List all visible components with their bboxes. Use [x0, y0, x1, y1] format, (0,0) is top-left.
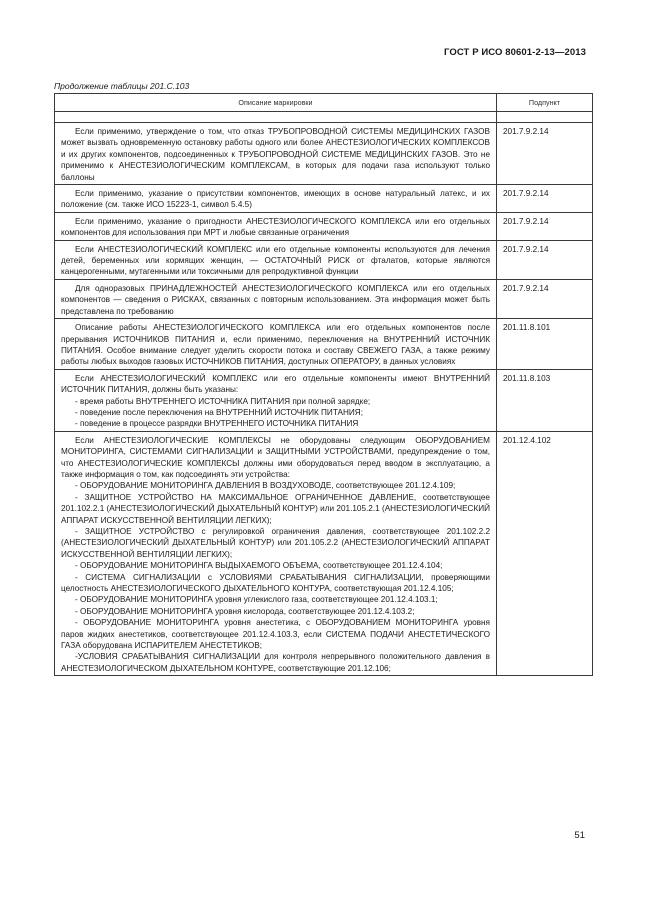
list-item: - ОБОРУДОВАНИЕ МОНИТОРИНГА уровня кислорода, соответствующее 201.12.4.103.2; [75, 606, 415, 616]
row-description [55, 431, 497, 676]
table-row [55, 369, 593, 431]
row-description [55, 240, 497, 279]
column-header-subclause: Подпункт [497, 94, 593, 112]
row-text: Для одноразовых ПРИНАДЛЕЖНОСТЕЙ АНЕСТЕЗИОЛОГИЧЕСКОГО КОМПЛЕКСА или его отдельных компонентов — сведения о РИСКАХ, связанных с повторным использованием. Эта информация может быть представлена по требованию [61, 283, 490, 316]
list-item: - ЗАЩИТНОЕ УСТРОЙСТВО НА МАКСИМАЛЬНОЕ ОГРАНИЧЕННОЕ ДАВЛЕНИЕ, соответствующее 201.102.2.1 (АНЕСТЕЗИОЛОГИЧЕСКИЙ ДЫХАТЕЛЬНЫЙ КОНТУР) или 201.105.2.1 (АНЕСТЕЗИОЛОГИЧЕСКИЙ АППАРАТ ИСКУССТВЕННОЙ ВЕНТИЛЯЦИИ ЛЕГКИХ); [61, 492, 490, 525]
row-text: Описание работы АНЕСТЕЗИОЛОГИЧЕСКОГО КОМПЛЕКСА или его отдельных компонентов после прерывания ИСТОЧНИКОВ ПИТАНИЯ и, если применимо, переключения на ВНУТРЕННИЙ ИСТОЧНИК ПИТАНИЯ. Особое внимание следует уделить скорости потока и составу СВЕЖЕГО ГАЗА, а также режиму работы любых выходов газовых ИСТОЧНИКОВ ПИТАНИЯ, доступных ОПЕРАТОРУ, в данных условиях [61, 323, 490, 367]
row-subclause: 201.11.8.101 [497, 319, 593, 370]
table-row [55, 279, 593, 318]
row-subclause: 201.7.9.2.14 [497, 212, 593, 240]
list-item: - ЗАЩИТНОЕ УСТРОЙСТВО с регулировкой ограничения давления, соответствующее 201.102.2.2 (АНЕСТЕЗИОЛОГИЧЕСКИЙ ДЫХАТЕЛЬНЫЙ КОНТУР) или 201.105.2.2 (АНЕСТЕЗИОЛОГИЧЕСКИЙ АППАРАТ ИСКУССТВЕННОЙ ВЕНТИЛЯЦИИ ЛЕГКИХ); [61, 527, 490, 559]
table-row [55, 123, 593, 185]
table-row [55, 212, 593, 240]
row-text: Если применимо, утверждение о том, что отказ ТРУБОПРОВОДНОЙ СИСТЕМЫ МЕДИЦИНСКИХ ГАЗОВ может вызвать одновременную остановку работы одного или более АНЕСТЕЗИОЛОГИЧЕСКИХ КОМПЛЕКСОВ и их других компонентов, подсоединенных к ТРУБОПРОВОДНОЙ СИСТЕМЕ МЕДИЦИНСКИХ ГАЗОВ. Это не применимо к АНЕСТЕЗИОЛОГИЧЕСКИМ КОМПЛЕКСАМ, в которых для подачи газа используют только баллоны [61, 127, 490, 182]
row-description [55, 123, 497, 185]
list-item: - ОБОРУДОВАНИЕ МОНИТОРИНГА ВЫДЫХАЕМОГО ОБЪЕМА, соответствующее 201.12.4.104; [75, 561, 443, 571]
column-header-description: Описание маркировки [55, 94, 497, 112]
row-text: Если АНЕСТЕЗИОЛОГИЧЕСКИЙ КОМПЛЕКС или его отдельные компоненты используются для лечения детей, беременных или кормящих женщин, — ОСТАТОЧНЫЙ РИСК от фталатов, которые являются канцерогенными, мутагенными или токсичными для репродуктивной функции [61, 244, 490, 277]
list-item: - поведение в процессе разрядки ВНУТРЕННЕГО ИСТОЧНИКА ПИТАНИЯ [75, 419, 359, 429]
list-item: - ОБОРУДОВАНИЕ МОНИТОРИНГА ДАВЛЕНИЯ В ВОЗДУХОВОДЕ, соответствующее 201.12.4.109; [75, 481, 456, 491]
page-number: 51 [574, 830, 585, 841]
table-row [55, 431, 593, 676]
row-description [55, 279, 497, 318]
table-caption: Продолжение таблицы 201.C.103 [54, 81, 190, 91]
list-item: - поведение после переключения на ВНУТРЕННИЙ ИСТОЧНИК ПИТАНИЯ; [75, 407, 363, 417]
row-text: Если применимо, указание о присутствии компонентов, имеющих в основе натуральный латекс, и их положение (см. также ИСО 15223-1, символ 5.4.5) [61, 189, 490, 210]
row-description [55, 369, 497, 431]
row-description [55, 185, 497, 213]
row-description [55, 212, 497, 240]
row-subclause: 201.11.8.103 [497, 369, 593, 431]
list-item: - ОБОРУДОВАНИЕ МОНИТОРИНГА уровня углекислого газа, соответствующее 201.12.4.103.1; [75, 595, 438, 605]
table-row [55, 185, 593, 213]
row-subclause: 201.7.9.2.14 [497, 279, 593, 318]
row-subclause: 201.7.9.2.14 [497, 123, 593, 185]
table-row [55, 240, 593, 279]
list-item: -УСЛОВИЯ СРАБАТЫВАНИЯ СИГНАЛИЗАЦИИ для контроля непрерывного положительного давления в АНЕСТЕЗИОЛОГИЧЕСКОМ ДЫХАТЕЛЬНОМ КОНТУРЕ, соответствующие 201.12.106; [61, 652, 490, 673]
row-subclause: 201.12.4.102 [497, 431, 593, 676]
document-id: ГОСТ Р ИСО 80601-2-13—2013 [443, 47, 586, 58]
row-subclause: 201.7.9.2.14 [497, 185, 593, 213]
list-item: - СИСТЕМА СИГНАЛИЗАЦИИ с УСЛОВИЯМИ СРАБАТЫВАНИЯ СИГНАЛИЗАЦИИ, проверяющими целостность АНЕСТЕЗИОЛОГИЧЕСКОГО ДЫХАТЕЛЬНОГО КОНТУРА, соответствующая 201.12.4.105; [61, 572, 490, 594]
list-item: - время работы ВНУТРЕННЕГО ИСТОЧНИКА ПИТАНИЯ при полной зарядке; [75, 396, 371, 406]
row-subclause: 201.7.9.2.14 [497, 240, 593, 279]
row-text: Если применимо, указание о пригодности АНЕСТЕЗИОЛОГИЧЕСКОГО КОМПЛЕКСА или его отдельных компонентов для использования при МРТ и любые связанные ограничения [61, 216, 490, 238]
row-text: Если АНЕСТЕЗИОЛОГИЧЕСКИЙ КОМПЛЕКС или его отдельные компоненты имеют ВНУТРЕННИЙ ИСТОЧНИК ПИТАНИЯ, должны быть указаны: [61, 373, 490, 395]
marking-table [54, 93, 593, 676]
list-item: - ОБОРУДОВАНИЕ МОНИТОРИНГА уровня анестетика, с ОБОРУДОВАНИЕМ МОНИТОРИНГА уровня паров жидких анестетиков, соответствующее 201.12.4.103.3, если СИСТЕМА ПОДАЧИ АНЕСТЕТИЧЕСКОГО ГАЗА оборудована ИСПАРИТЕЛЕМ АНЕСТЕТИКОВ; [61, 618, 490, 651]
table-row [55, 319, 593, 370]
row-text: Если АНЕСТЕЗИОЛОГИЧЕСКИЕ КОМПЛЕКСЫ не оборудованы следующим ОБОРУДОВАНИЕМ МОНИТОРИНГА, СИСТЕМАМИ СИГНАЛИЗАЦИИ и ЗАЩИТНЫМИ УСТРОЙСТВАМИ, предупреждение о том, что АНЕСТЕЗИОЛОГИЧЕСКИЕ КОМПЛЕКСЫ должны ими оборудоваться перед вводом в эксплуатацию, а также информация о том, как подсоединять эти устройства: [61, 435, 490, 479]
table-spacer-row [55, 112, 593, 123]
table-header-row [55, 94, 593, 112]
row-description [55, 319, 497, 370]
